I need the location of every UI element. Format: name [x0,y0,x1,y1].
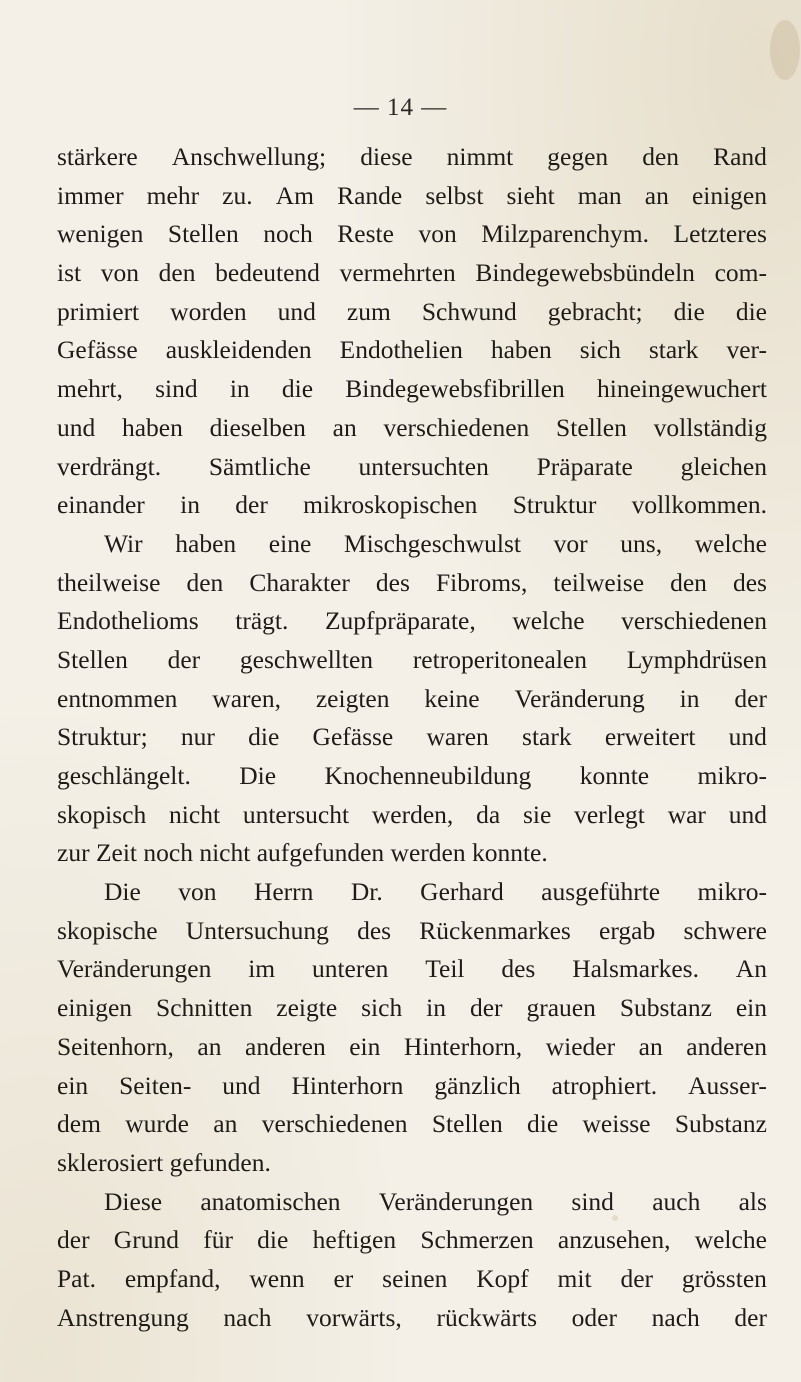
text-line: Stellen der geschwellten retroperitonealen Lymphdrüsen [57,644,767,674]
text-line: Die von Herrn Dr. Gerhard ausgeführte mikro- [104,877,767,907]
page-number: — 14 — [353,94,448,121]
text-line: wenigen Stellen noch Reste von Milzparenchym. Letzteres [57,219,767,249]
text-line: stärkere Anschwellung; diese nimmt gegen den Rand [57,142,767,171]
text-line: dem wurde an verschiedenen Stellen die weisse Substanz [57,1109,767,1139]
text-line: sklerosiert gefunden. [57,1147,271,1177]
text-line: einander in der mikroskopischen Struktur vollkommen. [57,490,767,520]
text-line: ist von den bedeutend vermehrten Bindegewebsbündeln com- [57,258,767,288]
text-line: mehrt, sind in die Bindegewebsfibrillen hineingewuchert [57,374,767,404]
text-line: immer mehr zu. Am Rande selbst sieht man an einigen [57,180,767,210]
text-line: theilweise den Charakter des Fibroms, teilweise den des [57,567,767,597]
text-line: Anstrengung nach vorwärts, rückwärts oder nach der [57,1302,767,1332]
text-line: zur Zeit noch nicht aufgefunden werden konnte. [57,838,548,868]
text-line: Veränderungen im unteren Teil des Halsmarkes. An [57,954,767,984]
text-line: Struktur; nur die Gefässe waren stark erweitert und [57,722,767,752]
text-line: Gefässe auskleidenden Endothelien haben sich stark ver- [57,335,767,365]
text-line: Wir haben eine Mischgeschwulst vor uns, welche [104,528,767,558]
text-line: entnommen waren, zeigten keine Veränderung in der [57,683,767,713]
text-line: der Grund für die heftigen Schmerzen anzusehen, welche [57,1225,767,1255]
text-line: einigen Schnitten zeigte sich in der grauen Substanz ein [57,993,767,1023]
text-line: verdrängt. Sämtliche untersuchten Präparate gleichen [57,451,767,481]
text-line: und haben dieselben an verschiedenen Stellen vollständig [57,412,767,442]
text-line: Diese anatomischen Veränderungen sind auch als [104,1186,767,1216]
text-line: ein Seiten- und Hinterhorn gänzlich atrophiert. Ausser- [57,1070,767,1100]
text-line: primiert worden und zum Schwund gebracht; die die [57,296,767,326]
body-text [57,138,767,1337]
text-line: Endothelioms trägt. Zupfpräparate, welche verschiedenen [57,606,767,636]
text-line: skopisch nicht untersucht werden, da sie verlegt war und [57,799,767,829]
text-line: Seitenhorn, an anderen ein Hinterhorn, wieder an anderen [57,1031,767,1061]
text-line: Pat. empfand, wenn er seinen Kopf mit der grössten [57,1263,767,1293]
text-line: geschlängelt. Die Knochenneubildung konnte mikro- [57,761,767,790]
text-line: skopische Untersuchung des Rückenmarkes ergab schwere [57,915,767,945]
paper-stain [770,20,800,80]
